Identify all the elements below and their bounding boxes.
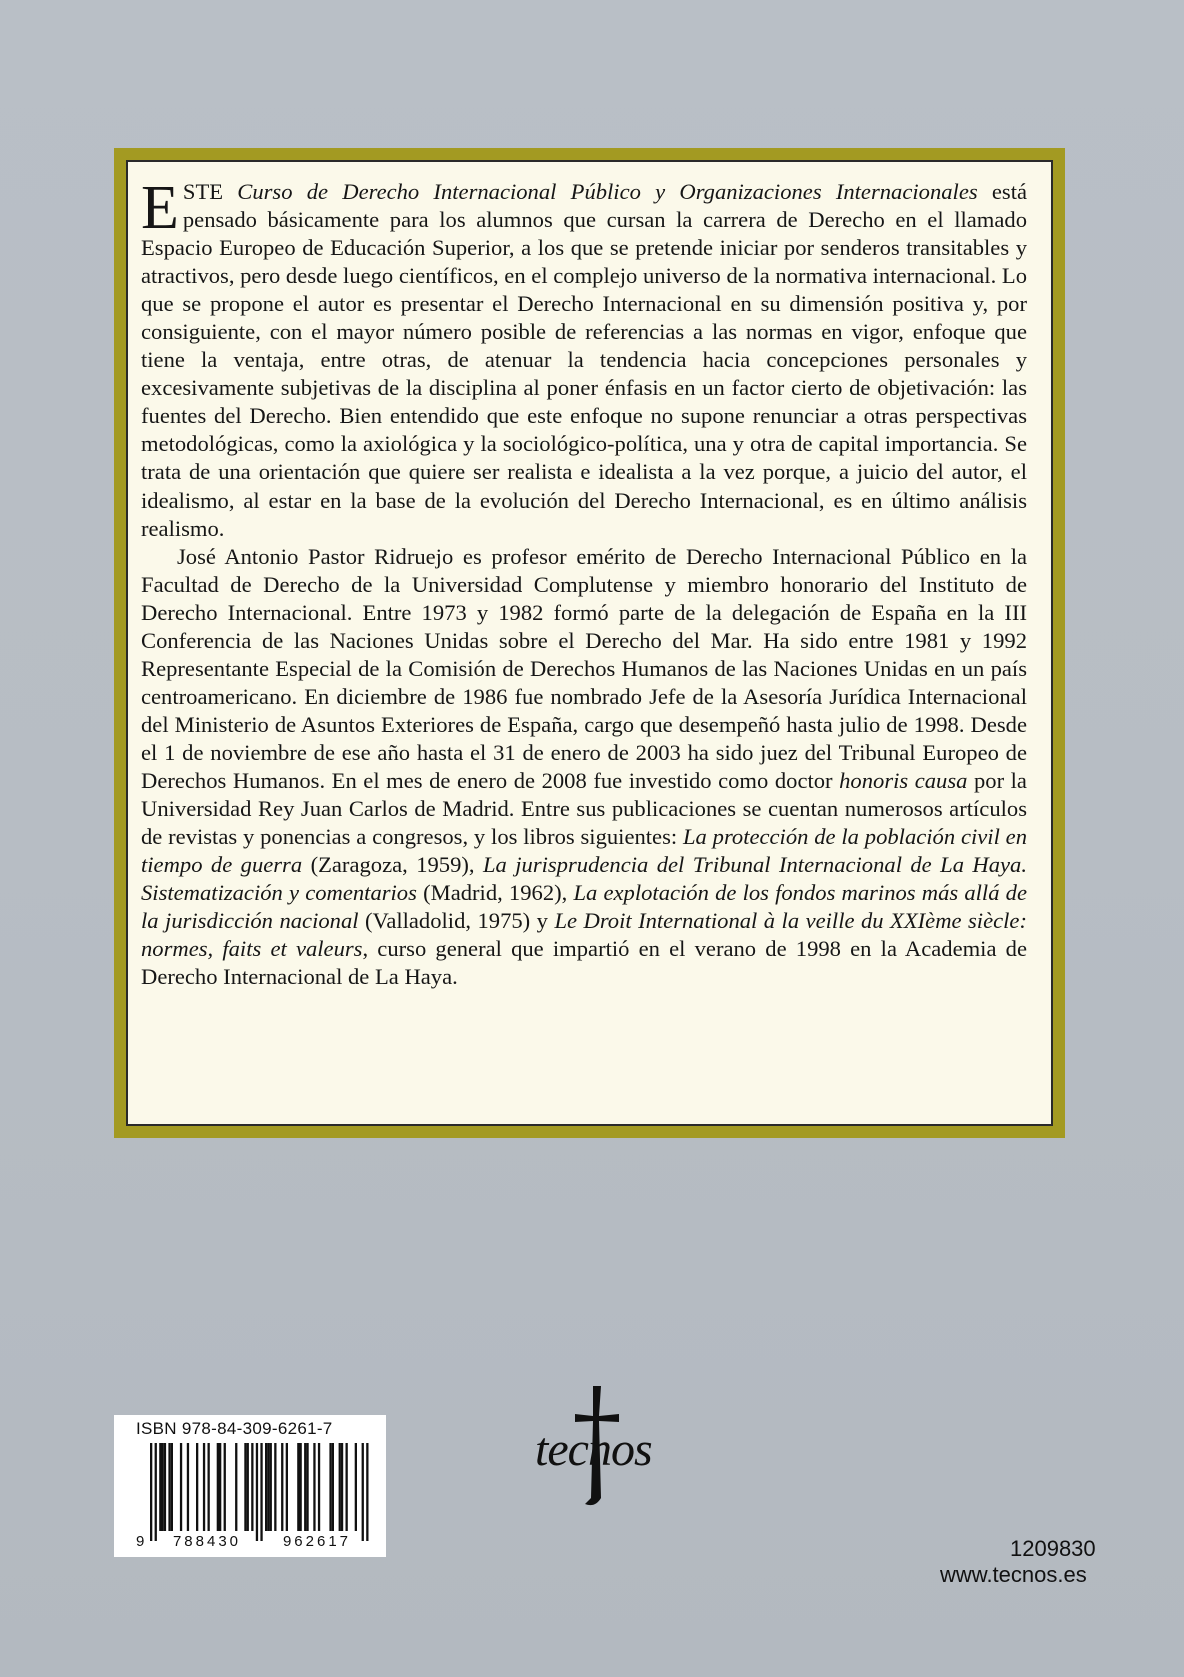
barcode-bar [171, 1443, 173, 1531]
barcode-bar [180, 1443, 182, 1531]
barcode-bar [162, 1443, 164, 1531]
barcode-bar [304, 1443, 306, 1531]
barcode-bar [251, 1443, 253, 1531]
author-bio-paragraph [141, 543, 1027, 992]
barcode-bar [235, 1443, 237, 1531]
barcode-bar [297, 1443, 299, 1531]
publisher-website[interactable]: www.tecnos.es [940, 1562, 1087, 1587]
barcode-bar [187, 1443, 189, 1531]
barcode-bar [164, 1443, 166, 1531]
barcode-bar [159, 1443, 161, 1531]
text-run: STE [182, 179, 238, 204]
barcode-bar [339, 1443, 341, 1531]
text-run: , curso general que impartió en el verano de 1998 en la Academia de Derecho Internacional de La Haya. [141, 936, 1027, 990]
barcode-bar [267, 1443, 269, 1531]
barcode-bar [244, 1443, 246, 1531]
text-run: José Antonio Pastor Ridruejo es profesor emérito de Derecho Internacional Público en la Facultad de Derecho de la Universidad Complutense y miembro honorario del Instituto de Derecho Internacional. Entre 1973 y 1982 formó parte de la delegación de España en la III Conferencia de las Naciones Unidas sobre el Derecho del Mar. Ha sido entre 1981 y 1992 Representante Especial de la Comisión de Derechos Humanos de las Naciones Unidas en un país centroamericano. En diciembre de 1986 fue nombrado Jefe de la Asesoría Jurídica Internacional del Ministerio de Asuntos Exteriores de España, cargo que desempeñó hasta julio de 1998. Desde el 1 de noviembre de ese año hasta el 31 de enero de 2003 ha sido juez del Tribunal Europeo de Derechos Humanos. En el mes de enero de 2008 fue investido como doctor [141, 543, 1027, 793]
barcode-bar [256, 1443, 258, 1541]
barcode-bar [208, 1443, 210, 1531]
barcode-bar [313, 1443, 315, 1531]
barcode-bar [366, 1443, 368, 1541]
barcode-bar [281, 1443, 283, 1531]
text-run: Curso de Derecho Internacional Público y Organizaciones Internacionales [237, 179, 978, 204]
barcode-bar [260, 1443, 262, 1541]
text-run: La jurisprudencia del Tribunal Internacional de La Haya. Sistematización y comentarios [141, 852, 1027, 906]
text-run: honoris causa [839, 767, 968, 793]
barcode-bar [332, 1443, 334, 1531]
ean-left-digits: 788430 [172, 1533, 242, 1550]
barcode-bar [306, 1443, 308, 1531]
barcode-bar [346, 1443, 348, 1531]
barcode-bar [219, 1443, 221, 1531]
barcode-bar [168, 1443, 170, 1531]
barcode-bar [217, 1443, 219, 1531]
text-run: (Zaragoza, 1959), [302, 852, 483, 878]
barcode-bar [155, 1443, 157, 1541]
text-run: por la Universidad Rey Juan Carlos de Madrid. Entre sus publicaciones se cuentan numerosos artículos de revistas y ponencias a congresos, y los libros siguientes: [141, 767, 1027, 850]
barcode-bar [300, 1443, 302, 1531]
reference-code: 1209830 [1010, 1536, 1096, 1561]
text-run: (Madrid, 1962), [416, 880, 574, 906]
text-run: está pensado básicamente para los alumnos que cursan la carrera de Derecho en el llamado Espacio Europeo de Educación Superior, a los que se pretende iniciar por senderos transitables y atractivos, pero desde luego científicos, en el complejo universo de la normativa internacional. Lo que se propone el autor es presentar el Derecho Internacional en su dimensión positiva y, por consiguiente, con el mayor número posible de referencias a las normas en vigor, enfoque que tiene la ventaja, entre otras, de atenuar la tendencia hacia concepciones personales y excesivamente subjetivas de la disciplina al poner énfasis en un factor cierto de objetivación: las fuentes del Derecho. Bien entendido que este enfoque no supone renunciar a otras perspectivas metodológicas, como la axiológica y la sociológico-política, una y otra de capital importancia. Se trata de una orientación que quiere ser realista e idealista a la vez porque, a juicio del autor, el idealismo, al estar en la base de la evolución del Derecho Internacional, es en último análisis realismo. [141, 179, 1027, 541]
barcode-bar [224, 1443, 226, 1531]
ean-lead-digit: 9 [136, 1533, 145, 1550]
book-description-paragraph [141, 174, 1027, 543]
barcode-bar [270, 1443, 272, 1531]
barcode-bar [196, 1443, 198, 1531]
blurb-text [141, 174, 1027, 991]
barcode-bar [318, 1443, 320, 1531]
barcode-bar [265, 1443, 267, 1531]
publisher-logo-wordmark: tecnos [535, 1423, 652, 1476]
ean-right-digits: 962617 [282, 1533, 352, 1550]
isbn-label: ISBN 978-84-309-6261-7 [136, 1419, 333, 1438]
barcode-bar [341, 1443, 343, 1531]
publisher-logo [535, 1380, 655, 1510]
barcode-bar [150, 1443, 152, 1541]
barcode-bar [362, 1443, 364, 1541]
barcode-bar [355, 1443, 357, 1531]
text-run: (Valladolid, 1975) y [358, 908, 555, 934]
barcode-bar [286, 1443, 288, 1531]
text-run: La explotación de los fondos marinos más allá de la jurisdicción nacional [141, 880, 1027, 934]
text-run: Le Droit International à la veille du XXIème siècle: normes, faits et valeurs [141, 908, 1027, 962]
barcode-bar [274, 1443, 276, 1531]
barcode-panel [114, 1415, 386, 1557]
barcode-bar [203, 1443, 205, 1531]
drop-cap: E [141, 174, 179, 242]
barcode-bar [329, 1443, 331, 1531]
barcode-bar [247, 1443, 249, 1531]
text-run: La protección de la población civil en tiempo de guerra [141, 824, 1027, 878]
